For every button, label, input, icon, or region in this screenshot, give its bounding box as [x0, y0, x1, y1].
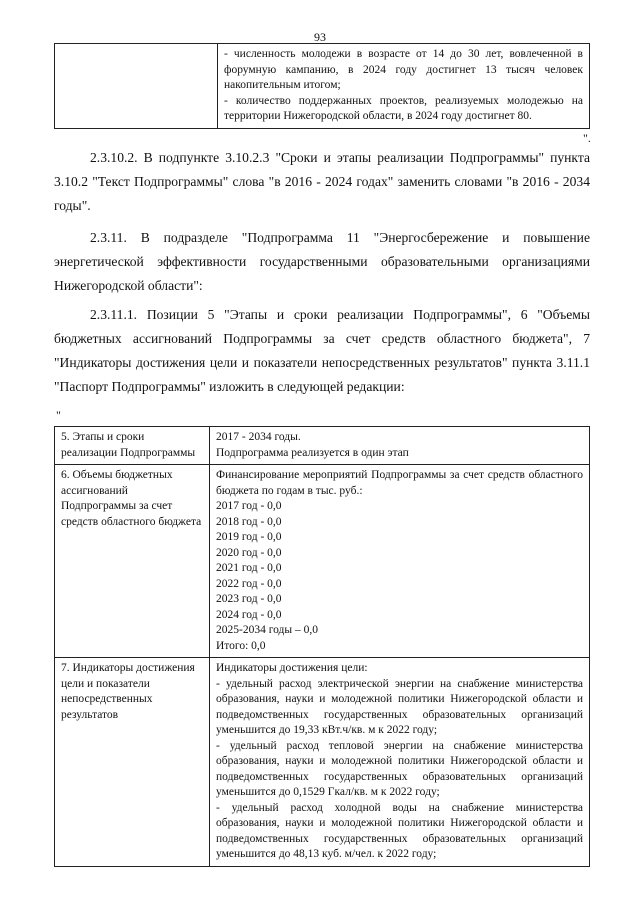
content-line: 2017 - 2034 годы. [216, 431, 301, 443]
indicator-line: - численность молодежи в возрасте от 14 до 30 лет, вовлеченной в форумную кампанию, в 2024 году достигнет 13 тысяч человек накопительным итогом; [224, 48, 583, 91]
closing-quote: ". [583, 131, 591, 145]
table-row [55, 427, 590, 465]
indicator-line: - количество поддержанных проектов, реализуемых молодежью на территории Нижегородской области, в 2024 году достигнет 80. [224, 94, 583, 122]
row-content [210, 658, 590, 867]
content-line: 2022 год - 0,0 [216, 577, 282, 590]
content-line: 2021 год - 0,0 [216, 562, 282, 574]
indicator-cell [218, 44, 590, 129]
content-line: - удельный расход электрической энергии на снабжение министерства образования, науки и молодежной политики Нижегородской области и подведомственных государственных образовательных организаций уменьшится до 19,33 кВт.ч/кв. м к 2022 году; [216, 677, 583, 736]
row-label: 7. Индикаторы достижения цели и показатели непосредственных результатов [55, 658, 210, 867]
content-line: - удельный расход холодной воды на снабжение министерства образования, науки и молодежной политики Нижегородской области и подведомственных государственных образовательных организаций уменьшится до 48,13 куб. м/чел. к 2022 году; [216, 801, 583, 860]
page-number: 93 [314, 30, 326, 44]
content-line: 2017 год - 0,0 [216, 500, 282, 512]
row-label: 6. Объемы бюджетных ассигнований Подпрограммы за счет средств областного бюджета [55, 465, 210, 658]
table-row [55, 658, 590, 867]
passport-table [54, 426, 590, 867]
content-line: 2020 год - 0,0 [216, 546, 282, 559]
paragraph-2-3-11: 2.3.11. В подразделе "Подпрограмма 11 "Энергосбережение и повышение энергетической эффективности государственными образовательными организациями Нижегородской области": [54, 230, 590, 293]
content-line: Финансирование мероприятий Подпрограммы за счет средств областного бюджета по годам в тыс. руб.: [216, 469, 583, 497]
content-line: 2019 год - 0,0 [216, 531, 282, 543]
paragraph-2-3-11-1: 2.3.11.1. Позиции 5 "Этапы и сроки реализации Подпрограммы", 6 "Объемы бюджетных ассигнований Подпрограммы за счет средств областного бюджета", 7 "Индикаторы достижения цели и показатели непосредственных результатов" пункта 3.11.1 "Паспорт Подпрограммы" изложить в следующей редакции: [54, 307, 590, 394]
row-content [210, 427, 590, 465]
table-row [55, 44, 590, 129]
opening-quote: " [56, 408, 61, 422]
empty-cell [55, 44, 218, 129]
paragraph-2-3-10-2: 2.3.10.2. В подпункте 3.10.2.3 "Сроки и этапы реализации Подпрограммы" пункта 3.10.2 "Текст Подпрограммы" слова "в 2016 - 2024 годах" заменить словами "в 2016 - 2034 годы". [54, 150, 590, 213]
content-line: Итого: 0,0 [216, 639, 266, 652]
table-row [55, 465, 590, 658]
content-line: 2023 год - 0,0 [216, 593, 282, 605]
row-label: 5. Этапы и сроки реализации Подпрограммы [55, 427, 210, 465]
row-content [210, 465, 590, 658]
content-line: 2025-2034 годы – 0,0 [216, 624, 319, 636]
continuation-table [54, 43, 590, 129]
content-line: Подпрограмма реализуется в один этап [216, 446, 409, 459]
content-line: 2024 год - 0,0 [216, 608, 282, 621]
content-line: Индикаторы достижения цели: [216, 662, 368, 674]
content-line: - удельный расход тепловой энергии на снабжение министерства образования, науки и молодежной политики Нижегородской области и подведомственных государственных образовательных организаций уменьшится до 0,1529 Гкал/кв. м к 2022 году; [216, 739, 583, 798]
content-line: 2018 год - 0,0 [216, 515, 282, 528]
